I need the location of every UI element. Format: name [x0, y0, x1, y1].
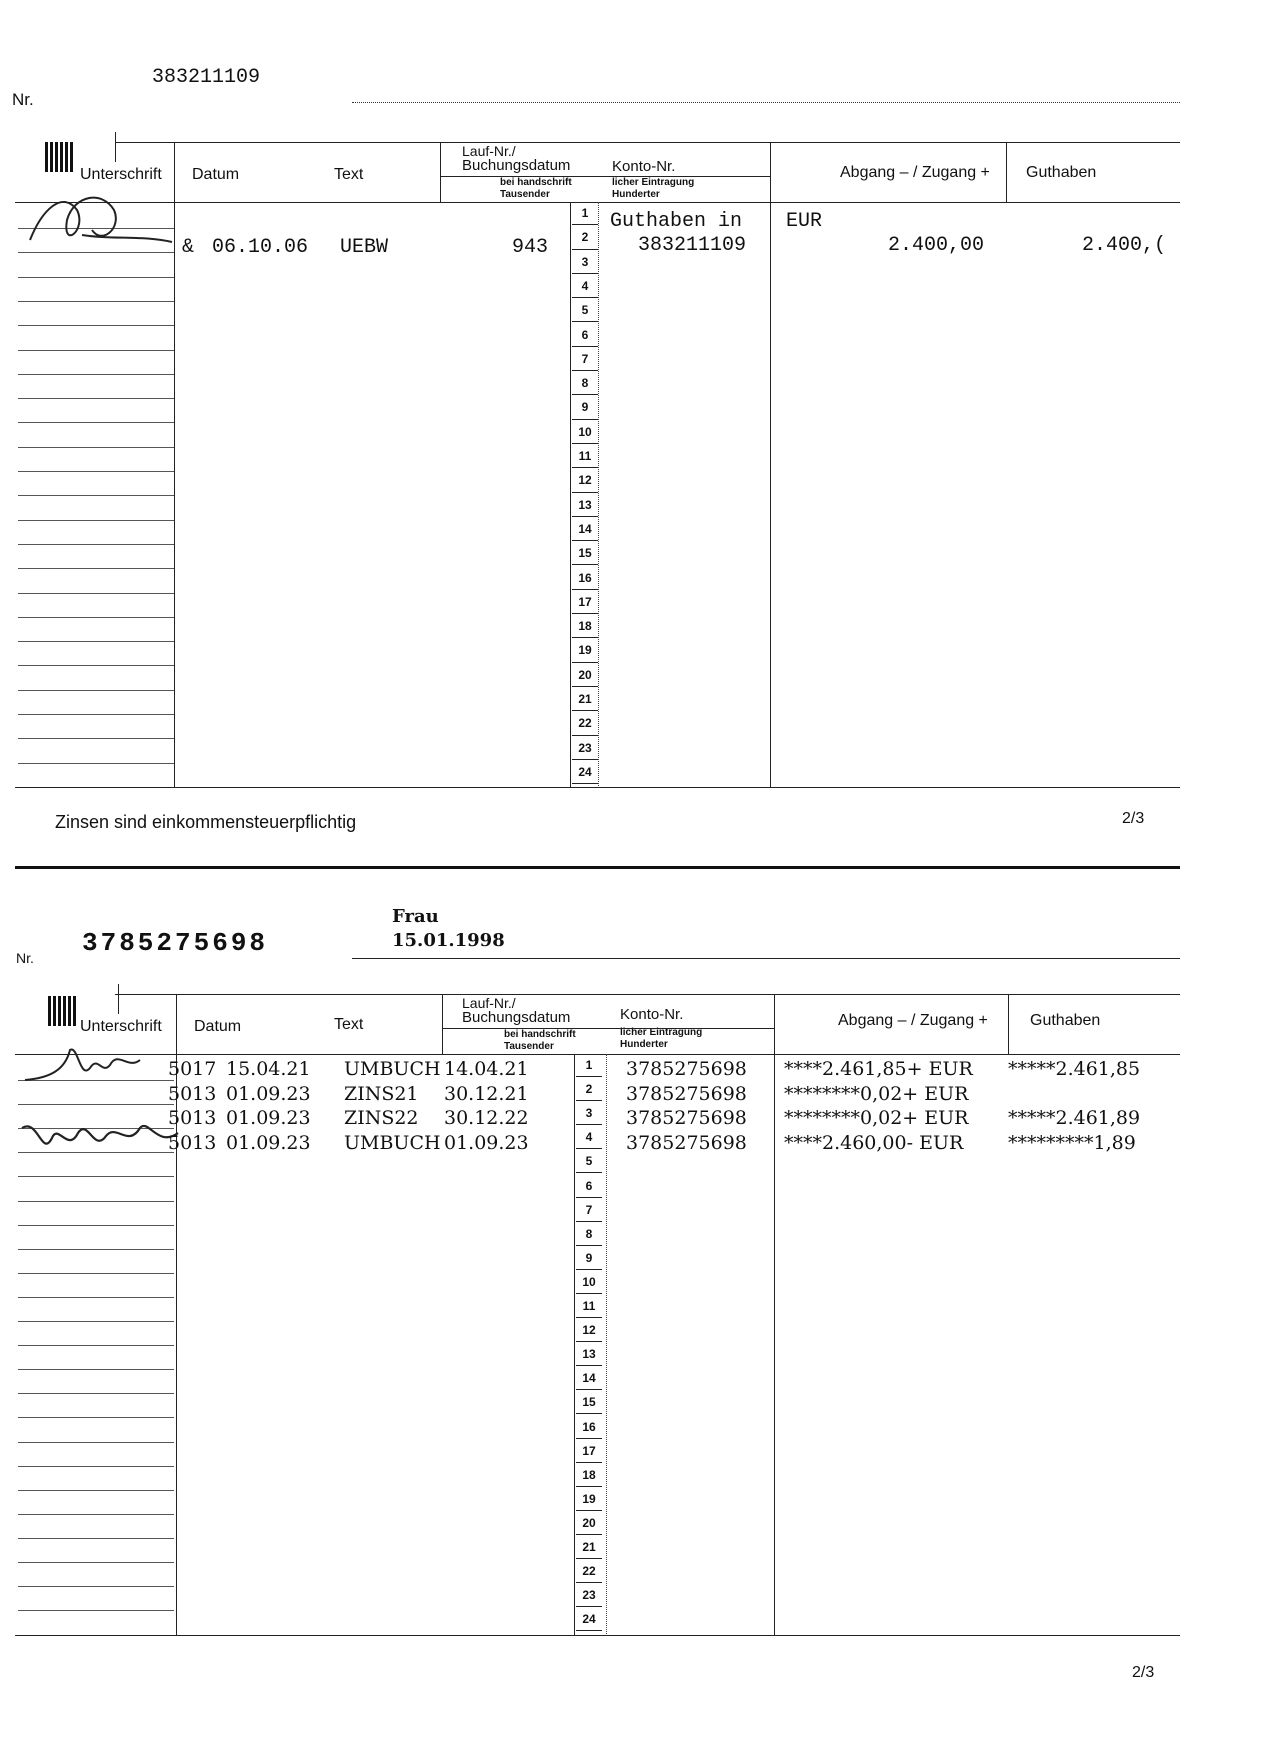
row-datum: 15.04.21 — [226, 1058, 311, 1080]
sheet1-stripe — [18, 738, 174, 739]
sheet1-row-number: 13 — [572, 498, 598, 517]
header-licher-eintragung-2: licher Eintragung — [620, 1027, 703, 1038]
header-lauf-nr: Lauf-Nr./ — [462, 143, 516, 159]
sheet1-row-number: 5 — [572, 303, 598, 322]
header-text-2: Text — [334, 1016, 364, 1033]
sheet2-row-number: 5 — [576, 1154, 602, 1173]
header-tausender: Tausender — [500, 189, 550, 200]
sheet1-stripe — [18, 520, 174, 521]
row-amount: ********0,02+ EUR — [784, 1082, 969, 1105]
row-buchungsdatum: 01.09.23 — [444, 1131, 529, 1154]
nr-label: Nr. — [12, 90, 34, 109]
header-top-line — [115, 142, 1180, 143]
barcode-icon — [45, 142, 73, 172]
row-text: UMBUCH — [344, 1058, 441, 1080]
sheet2-stripe — [18, 1490, 174, 1491]
header-buchungsdatum-2: Buchungsdatum — [462, 1009, 571, 1026]
handwritten-signature-2 — [20, 1040, 150, 1090]
row-code: 5013 — [168, 1082, 217, 1105]
salutation: Frau — [392, 906, 439, 927]
sheet1-stripe — [18, 471, 174, 472]
row-buchungsdatum: 30.12.21 — [444, 1082, 529, 1105]
sheet1-row-number: 14 — [572, 522, 598, 541]
sheet1-row-number: 8 — [572, 376, 598, 395]
header-hunderter-2: Hunderter — [620, 1039, 668, 1050]
entry-balance: 2.400,( — [1082, 234, 1167, 257]
row-text: ZINS21 — [344, 1082, 419, 1105]
sheet1-stripe — [18, 617, 174, 618]
sheet1-row-number: 20 — [572, 668, 598, 687]
sheet2-stripe — [18, 1417, 174, 1418]
row-buchungsdatum: 14.04.21 — [444, 1058, 529, 1080]
sheet2-row-number: 17 — [576, 1444, 602, 1463]
sheet1-stripe — [18, 325, 174, 326]
sheet2-stripe — [18, 1273, 174, 1274]
sheet2-row-number: 3 — [576, 1106, 602, 1125]
header-unterschrift: Unterschrift — [80, 166, 162, 183]
sheet1-row-number: 16 — [572, 571, 598, 590]
sheet2-stripe — [18, 1610, 174, 1611]
row-datum: 01.09.23 — [226, 1131, 311, 1154]
row-balance: *********1,89 — [1008, 1131, 1136, 1154]
sheet2-row-number: 24 — [576, 1612, 602, 1631]
header-datum-2: Datum — [194, 1018, 242, 1035]
row-code: 5017 — [168, 1058, 217, 1080]
sheet1-row-number: 23 — [572, 741, 598, 760]
entry-text: UEBW — [340, 236, 389, 259]
table-bottom-line — [15, 787, 1180, 788]
page-number-2: 2/3 — [1132, 1664, 1155, 1681]
sheet2-row-number: 11 — [576, 1299, 602, 1318]
row-konto: 3785275698 — [626, 1082, 747, 1105]
sheet1-stripe — [18, 398, 174, 399]
sheet2-stripe — [18, 1442, 174, 1443]
sheet1-row-number: 22 — [572, 716, 598, 735]
entry-currency: EUR — [786, 210, 823, 233]
row-amount: ****2.461,85+ EUR — [784, 1058, 973, 1080]
entry-konto-line1: Guthaben in — [610, 210, 743, 233]
row-amount: ********0,02+ EUR — [784, 1107, 969, 1129]
sheet2-stripe — [18, 1321, 174, 1322]
sheet2-stripe — [18, 1514, 174, 1515]
header-abgang-zugang-2: Abgang – / Zugang + — [838, 1012, 988, 1029]
sheet2-row-number: 10 — [576, 1275, 602, 1294]
sheet2-row-number: 8 — [576, 1227, 602, 1246]
sheet1-row-number: 1 — [572, 206, 598, 225]
sheet1-stripe — [18, 593, 174, 594]
sheet2-row-number: 13 — [576, 1347, 602, 1366]
sheet1-row-number: 3 — [572, 255, 598, 274]
sheet2-row-number: 23 — [576, 1588, 602, 1607]
row-datum: 01.09.23 — [226, 1082, 311, 1105]
sheet2-row-number: 22 — [576, 1564, 602, 1583]
sheet1-row-number: 15 — [572, 546, 598, 565]
sheet2-row-number: 21 — [576, 1540, 602, 1559]
sheet1-stripe — [18, 544, 174, 545]
header-bei-handschrift: bei handschrift — [500, 177, 572, 188]
nr-underline — [352, 102, 1180, 103]
sheet1-stripe — [18, 495, 174, 496]
row-konto: 3785275698 — [626, 1131, 747, 1154]
sheet2-row-number: 15 — [576, 1395, 602, 1414]
header-konto-nr: Konto-Nr. — [612, 158, 676, 175]
sheet1-row-number: 18 — [572, 619, 598, 638]
handwritten-signature-1 — [22, 180, 182, 260]
sheet1-row-number: 21 — [572, 692, 598, 711]
row-code: 5013 — [168, 1131, 217, 1154]
row-balance: *****2.461,85 — [1008, 1058, 1141, 1080]
sheet2-stripe — [18, 1586, 174, 1587]
sheet2-row-number: 4 — [576, 1130, 602, 1149]
sheet1-row-number: 17 — [572, 595, 598, 614]
sheet2-row-number: 6 — [576, 1179, 602, 1198]
sheet2-row-number: 2 — [576, 1082, 602, 1101]
sheet2-stripe — [18, 1104, 174, 1105]
row-amount: ****2.460,00- EUR — [784, 1131, 964, 1154]
sheet1-stripe — [18, 447, 174, 448]
header-licher-eintragung: licher Eintragung — [612, 177, 695, 188]
nr-label-2: Nr. — [16, 950, 34, 966]
sheet-separator — [15, 866, 1180, 869]
sheet2-stripe — [18, 1345, 174, 1346]
sheet2-row-number: 12 — [576, 1323, 602, 1342]
entry-lauf-nr: 943 — [512, 236, 549, 259]
handwritten-signature-3 — [18, 1108, 188, 1168]
sheet2-stripe — [18, 1201, 174, 1202]
sheet1-stripe — [18, 763, 174, 764]
sheet1-row-number: 12 — [572, 473, 598, 492]
sheet1-stripe — [18, 374, 174, 375]
sheet2-stripe — [18, 1538, 174, 1539]
sheet2-row-number: 14 — [576, 1371, 602, 1390]
sheet1-row-number: 9 — [572, 400, 598, 419]
header-guthaben-2: Guthaben — [1030, 1012, 1101, 1029]
row-datum: 01.09.23 — [226, 1107, 311, 1129]
sheet2-row-number: 9 — [576, 1251, 602, 1270]
account-number-2: 3785275698 — [82, 928, 269, 958]
sheet1-stripe — [18, 568, 174, 569]
sheet1-row-number: 19 — [572, 643, 598, 662]
sheet1-row-number: 10 — [572, 425, 598, 444]
sheet2-stripe — [18, 1176, 174, 1177]
header-guthaben: Guthaben — [1026, 164, 1097, 181]
sheet1-row-number: 4 — [572, 279, 598, 298]
header-konto-nr-2: Konto-Nr. — [620, 1006, 684, 1023]
page-number-1: 2/3 — [1122, 810, 1145, 827]
header-unterschrift-2: Unterschrift — [80, 1018, 162, 1035]
sheet1-stripe — [18, 301, 174, 302]
sheet1-stripe — [18, 422, 174, 423]
entry-prefix: & — [182, 236, 195, 259]
account-number: 383211109 — [152, 66, 261, 89]
sheet1-stripe — [18, 714, 174, 715]
sheet1-stripe — [18, 277, 174, 278]
row-konto: 3785275698 — [626, 1107, 747, 1129]
sheet1-row-number: 11 — [572, 449, 598, 468]
sheet2-row-number: 18 — [576, 1468, 602, 1487]
sheet1-row-number: 24 — [572, 765, 598, 784]
sheet1-row-number: 7 — [572, 352, 598, 371]
header-bei-handschrift-2: bei handschrift — [504, 1029, 576, 1040]
sheet1-row-number: 6 — [572, 328, 598, 347]
sheet2-stripe — [18, 1297, 174, 1298]
sheet2-stripe — [18, 1562, 174, 1563]
header-datum: Datum — [192, 166, 240, 183]
row-text: UMBUCH — [344, 1131, 441, 1154]
footer-note: Zinsen sind einkommensteuerpflichtig — [55, 812, 357, 832]
sheet1-stripe — [18, 665, 174, 666]
entry-datum: 06.10.06 — [212, 236, 309, 259]
sheet2-row-number: 16 — [576, 1420, 602, 1439]
sheet2-row-number: 7 — [576, 1203, 602, 1222]
sheet1-stripe — [18, 690, 174, 691]
sheet2-stripe — [18, 1225, 174, 1226]
sheet2-row-number: 20 — [576, 1516, 602, 1535]
birth-date: 15.01.1998 — [392, 930, 505, 951]
entry-amount: 2.400,00 — [888, 234, 985, 257]
row-text: ZINS22 — [344, 1107, 419, 1129]
sheet1-row-number: 2 — [572, 230, 598, 249]
sheet2-stripe — [18, 1249, 174, 1250]
header-buchungsdatum: Buchungsdatum — [462, 157, 571, 174]
row-balance: *****2.461,89 — [1008, 1107, 1141, 1129]
barcode-icon-2 — [48, 996, 76, 1026]
row-konto: 3785275698 — [626, 1058, 747, 1080]
header-text: Text — [334, 166, 364, 183]
sheet2-stripe — [18, 1393, 174, 1394]
header-abgang-zugang: Abgang – / Zugang + — [840, 164, 990, 181]
sheet2-stripe — [18, 1369, 174, 1370]
entry-konto-line2: 383211109 — [638, 234, 747, 257]
sheet2-stripe — [18, 1466, 174, 1467]
row-buchungsdatum: 30.12.22 — [444, 1107, 529, 1129]
sheet1-stripe — [18, 350, 174, 351]
row-code: 5013 — [168, 1107, 217, 1129]
header-hunderter: Hunderter — [612, 189, 660, 200]
header-tausender-2: Tausender — [504, 1041, 554, 1052]
sheet1-stripe — [18, 641, 174, 642]
sheet2-row-number: 19 — [576, 1492, 602, 1511]
header-lauf-nr-2: Lauf-Nr./ — [462, 995, 516, 1011]
sheet2-row-number: 1 — [576, 1058, 602, 1077]
